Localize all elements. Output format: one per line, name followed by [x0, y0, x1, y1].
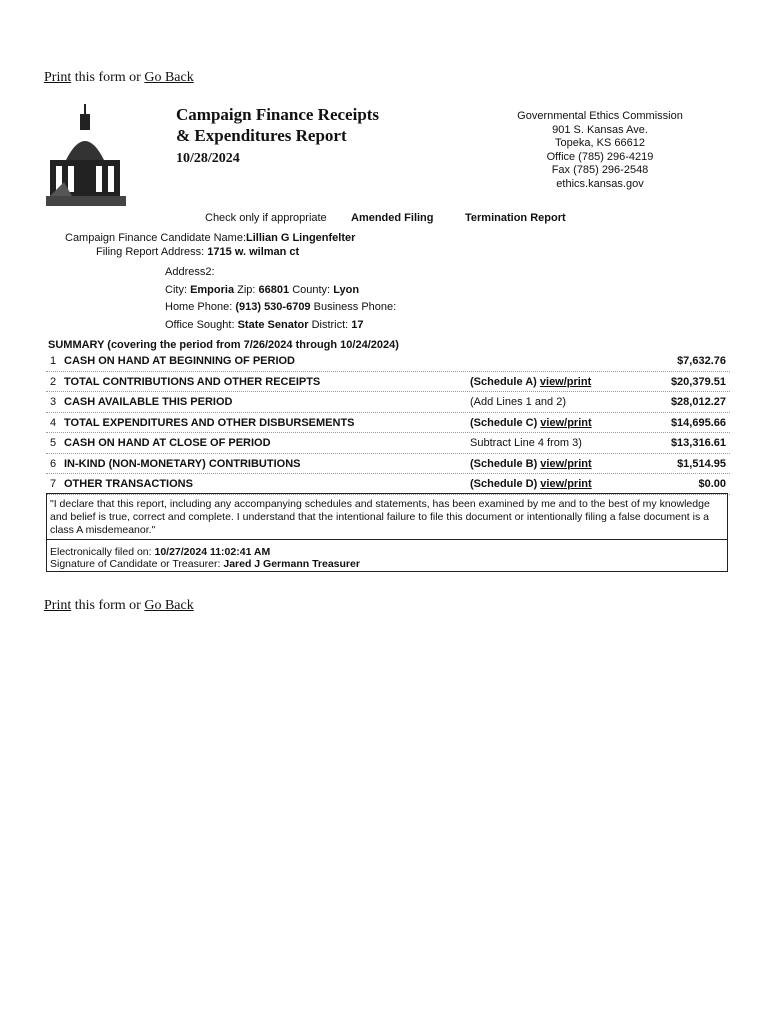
summary-row: [46, 413, 730, 434]
summary-row: [46, 454, 730, 475]
city-label: City:: [165, 284, 187, 296]
form-label-1: Campaign Finance: [65, 232, 158, 244]
candidate-office-row: [165, 319, 364, 331]
row-amount: $20,379.51: [670, 375, 726, 388]
filed-on-value: 10/27/2024 11:02:41 AM: [154, 546, 271, 558]
schedule-label: (Schedule C): [470, 416, 541, 429]
county-label: County:: [292, 284, 331, 296]
schedule-label: (Schedule A): [470, 375, 540, 388]
candidate-phone-row: [165, 301, 396, 313]
row-number: 3: [50, 396, 57, 408]
candidate-address-row: [96, 246, 299, 258]
candidate-district: 17: [351, 319, 364, 331]
row-amount: $14,695.66: [670, 416, 726, 429]
summary-row: [46, 392, 730, 413]
row-number: 1: [50, 355, 57, 367]
check-only-label: Check only if appropriate: [205, 212, 327, 224]
summary-row: [46, 433, 730, 454]
row-label: OTHER TRANSACTIONS: [64, 478, 193, 490]
row-label: TOTAL EXPENDITURES AND OTHER DISBURSEMENTS: [64, 416, 355, 429]
row-number: 2: [50, 375, 57, 388]
agency-office-phone: Office (785) 296-4219: [546, 150, 654, 163]
candidate-office: State Senator: [237, 319, 309, 331]
summary-row: [46, 351, 730, 372]
zip-label: Zip:: [237, 284, 256, 296]
declaration-divider: [47, 539, 727, 540]
summary-table: [46, 351, 730, 495]
declaration-text: "I declare that this report, including any accompanying schedules and statements, has been examined by me and to the best of my knowledge and belief is true, correct and complete. I understand that the intentional failure to file this document or intentionally filing a false document is a class A misdemeanor.": [50, 498, 710, 536]
signature-label: Signature of Candidate or Treasurer:: [50, 558, 221, 570]
candidate-zip: 66801: [258, 284, 290, 296]
declaration-box: [46, 493, 728, 572]
row-label: CASH ON HAND AT CLOSE OF PERIOD: [64, 437, 271, 449]
schedule-label: (Schedule B): [470, 457, 541, 470]
candidate-county: Lyon: [333, 284, 360, 296]
top-navigation: [44, 70, 194, 86]
row-amount: $13,316.61: [670, 437, 726, 449]
row-reference: [470, 478, 592, 490]
row-amount: $0.00: [698, 478, 726, 490]
print-link[interactable]: Print: [44, 598, 72, 613]
agency-city: Topeka, KS 66612: [555, 137, 645, 149]
business-phone-label: Business Phone:: [313, 301, 397, 313]
address2-label: Address2:: [165, 266, 215, 278]
filed-on-label: Electronically filed on:: [50, 546, 152, 558]
row-number: 4: [50, 416, 57, 429]
candidate-address2-row: [165, 266, 215, 278]
agency-contact-block: [500, 110, 700, 191]
report-title-block: [176, 104, 379, 167]
row-reference: [470, 417, 592, 429]
schedule-label: (Schedule D): [470, 478, 541, 490]
form-label-2: Filing Report: [96, 246, 159, 258]
row-amount: $1,514.95: [677, 457, 726, 470]
print-link[interactable]: Print: [44, 70, 72, 85]
office-sought-label: Office Sought:: [165, 319, 235, 331]
filed-on-row: [50, 546, 360, 558]
report-title-line-2: & Expenditures Report: [176, 126, 347, 145]
row-label: TOTAL CONTRIBUTIONS AND OTHER RECEIPTS: [64, 375, 321, 388]
candidate-home-phone: (913) 530-6709: [235, 301, 311, 313]
view-print-link[interactable]: view/print: [540, 478, 592, 490]
agency-fax: Fax (785) 296-2548: [551, 164, 649, 176]
row-amount: $7,632.76: [677, 355, 726, 367]
row-number: 5: [50, 437, 57, 449]
go-back-link[interactable]: Go Back: [144, 598, 194, 613]
row-reference: Subtract Line 4 from 3): [470, 437, 582, 449]
nav-separator-text: this form or: [71, 598, 145, 613]
go-back-link[interactable]: Go Back: [144, 70, 194, 85]
candidate-name-label: Candidate Name:: [160, 232, 247, 244]
row-number: 6: [50, 457, 57, 470]
view-print-link[interactable]: view/print: [540, 416, 592, 429]
nav-separator-text: this form or: [71, 70, 145, 85]
termination-report-label: Termination Report: [465, 212, 566, 224]
summary-row: [46, 372, 730, 393]
row-reference: [470, 376, 591, 388]
row-label: CASH AVAILABLE THIS PERIOD: [64, 396, 233, 408]
signature-row: [50, 558, 360, 570]
bottom-navigation: [44, 598, 194, 614]
row-number: 7: [50, 478, 57, 490]
view-print-link[interactable]: view/print: [539, 375, 592, 388]
summary-row: [46, 474, 730, 495]
candidate-city: Emporia: [190, 284, 235, 296]
row-label: IN-KIND (NON-MONETARY) CONTRIBUTIONS: [64, 457, 301, 470]
report-date: 10/28/2024: [176, 151, 240, 166]
agency-website: ethics.kansas.gov: [556, 177, 644, 190]
signature-value: Jared J Germann Treasurer: [223, 558, 360, 570]
summary-header: SUMMARY (covering the period from 7/26/2024 through 10/24/2024): [48, 339, 399, 351]
row-label: CASH ON HAND AT BEGINNING OF PERIOD: [64, 355, 296, 367]
home-phone-label: Home Phone:: [165, 301, 233, 313]
agency-name: Governmental Ethics Commission: [517, 110, 683, 122]
candidate-city-row: [165, 284, 359, 296]
candidate-name: Lillian G Lingenfelter: [246, 232, 356, 244]
report-title-line-1: Campaign Finance Receipts: [176, 105, 380, 124]
row-reference: (Add Lines 1 and 2): [470, 396, 567, 408]
signature-block: [50, 546, 360, 570]
capitol-seal-image: [44, 104, 130, 208]
candidate-name-row: [65, 232, 355, 244]
row-amount: $28,012.27: [670, 396, 726, 408]
row-reference: [470, 458, 592, 470]
address-label: Address:: [160, 246, 205, 258]
amended-filing-label: Amended Filing: [351, 212, 434, 224]
candidate-address: 1715 w. wilman ct: [207, 246, 300, 258]
view-print-link[interactable]: view/print: [540, 457, 592, 470]
agency-address: 901 S. Kansas Ave.: [552, 123, 648, 136]
district-label: District:: [311, 319, 349, 331]
